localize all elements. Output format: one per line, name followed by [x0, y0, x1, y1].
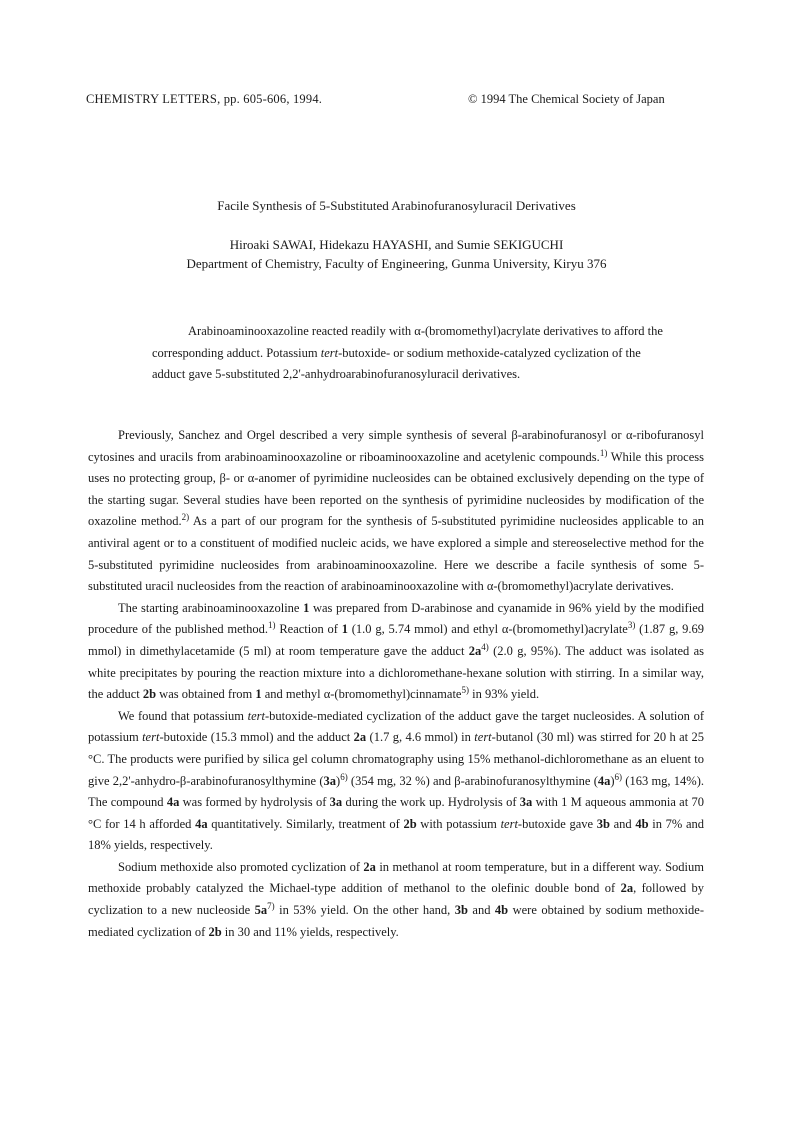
paragraph-1: Previously, Sanchez and Orgel described a very simple synthesis of several β-arabinofuranosyl or α-ribofuranosyl cytosines and uracils from arabinoaminooxazoline or riboaminooxazoline and acetylenic compounds.$^{1)}$ While this process uses no protecting group, β- or α-anomer of pyrimidine nucleosides can be obtained exclusively depending on the type of the starting sugar. Several studies have been reported on the synthesis of pyrimidine nucleosides by modification of the oxazoline method.$^{2)}$ As a part of our program for the synthesis of 5-substituted pyrimidine nucleosides applicable to an antiviral agent or to a constituent of modified nucleic acids, we have explored a simple and stereoselective method for the 5-substituted pyrimidine nucleosides from arabinoaminooxazoline. Here we describe a facile synthesis of some 5-substituted uracil nucleosides from the reaction of arabinoaminooxazoline with α-(bromomethyl)acrylate derivatives. — [88, 428, 704, 594]
reference-marker: 6) — [614, 771, 623, 782]
compound-label: 2b — [403, 816, 417, 831]
abstract — [152, 321, 672, 386]
compound-label: 3b — [454, 903, 468, 918]
copyright-notice: © 1994 The Chemical Society of Japan — [468, 92, 665, 106]
compound-label: 1 — [255, 687, 262, 702]
compound-label: 2a — [468, 643, 482, 658]
compound-label: 5a — [254, 903, 268, 918]
compound-label: 2a — [353, 730, 367, 745]
abstract-text: Arabinoaminooxazoline reacted readily with α-(bromomethyl)acrylate derivatives to afford the corresponding adduct. Potassium tert-butoxide- or sodium methoxide-catalyzed cyclization of the adduct gave 5-substituted 2,2'-anhydroarabinofuranosyluracil derivatives. — [152, 324, 663, 381]
reference-marker: 7) — [267, 900, 275, 911]
reference-marker: 6) — [340, 771, 348, 782]
author-list: Hiroaki SAWAI, Hidekazu HAYASHI, and Sumie SEKIGUCHI — [229, 237, 564, 252]
reference-marker: 2) — [181, 512, 190, 523]
compound-label: 4b — [635, 816, 649, 831]
compound-label: 3a — [519, 795, 533, 810]
compound-label: 3a — [329, 795, 343, 810]
reference-marker: 1) — [599, 447, 608, 458]
paragraph-2: The starting arabinoaminooxazoline 1 was prepared from D-arabinose and cyanamide in 96% yield by the modified procedure of the published method.$^{1)}$ Reaction of 1 (1.0 g, 5.74 mmol) and ethyl α-(bromomethyl)acrylate$^{3)}$ (1.87 g, 9.69 mmol) in dimethylacetamide (5 ml) at room temperature gave the adduct $2a^{4)}$ (2.0 g, 95%). The adduct was isolated as white precipitates by pouring the reaction mixture into a dichloromethane-hexane solution with stirring. In a similar way, the adduct 2b was obtained from 1 and methyl α-(bromomethyl)cinnamate$^{5)}$ in 93% yield. — [88, 600, 705, 702]
compound-label: 3b — [596, 816, 610, 831]
reference-marker: 5) — [461, 684, 469, 695]
compound-label: 1 — [303, 600, 310, 615]
reference-marker: 3) — [627, 620, 636, 631]
body-text — [88, 425, 704, 943]
compound-label: 1 — [341, 622, 348, 637]
compound-label: 2a — [620, 881, 634, 896]
paragraph-3: We found that potassium tert-butoxide-mediated cyclization of the adduct gave the target nucleosides. A solution of potassium tert-butoxide (15.3 mmol) and the adduct 2a (1.7 g, 4.6 mmol) in tert-butanol (30 ml) was stirred for 20 h at 25 °C. The products were purified by silica gel column chromatography using 15% methanol-dichloromethane as an eluent to give 2,2'-anhydro-β-arabinofuranosylthymine $(3a)^{6)}$ (354 mg, 32 %) and β-arabinofuranosylthymine $(4a)^{6)}$ (163 mg, 14%). The compound 4a was formed by hydrolysis of 3a during the work up. Hydrolysis of 3a with 1 M aqueous ammonia at 70 °C for 14 h afforded 4a quantitatively. Similarly, treatment of 2b with potassium tert-butoxide gave 3b and 4b in 7% and 18% yields, respectively. — [88, 708, 704, 853]
reference-marker: 1) — [268, 620, 276, 631]
compound-label: 4a — [597, 773, 611, 788]
compound-label: 4b — [494, 903, 509, 918]
compound-label: 2a — [363, 859, 376, 874]
compound-label: 2b — [142, 687, 157, 702]
paragraph-4: Sodium methoxide also promoted cyclization of 2a in methanol at room temperature, but in a different way. Sodium methoxide probably catalyzed the Michael-type addition of methanol to the olefinic double bond of 2a, followed by cyclization to a new nucleoside $5a^{7)}$ in 53% yield. On the other hand, 3b and 4b were obtained by sodium methoxide-mediated cyclization of 2b in 30 and 11% yields, respectively. — [88, 859, 704, 939]
compound-label: 4a — [166, 795, 180, 810]
compound-label: 3a — [323, 773, 337, 788]
paper-title: Facile Synthesis of 5-Substituted Arabinofuranosyluracil Derivatives — [217, 198, 576, 213]
compound-label: 2b — [208, 924, 222, 939]
journal-citation: CHEMISTRY LETTERS, pp. 605-606, 1994. — [86, 92, 323, 106]
compound-label: 4a — [195, 816, 208, 831]
reference-marker: 4) — [481, 641, 489, 652]
affiliation: Department of Chemistry, Faculty of Engineering, Gunma University, Kiryu 376 — [186, 256, 607, 271]
